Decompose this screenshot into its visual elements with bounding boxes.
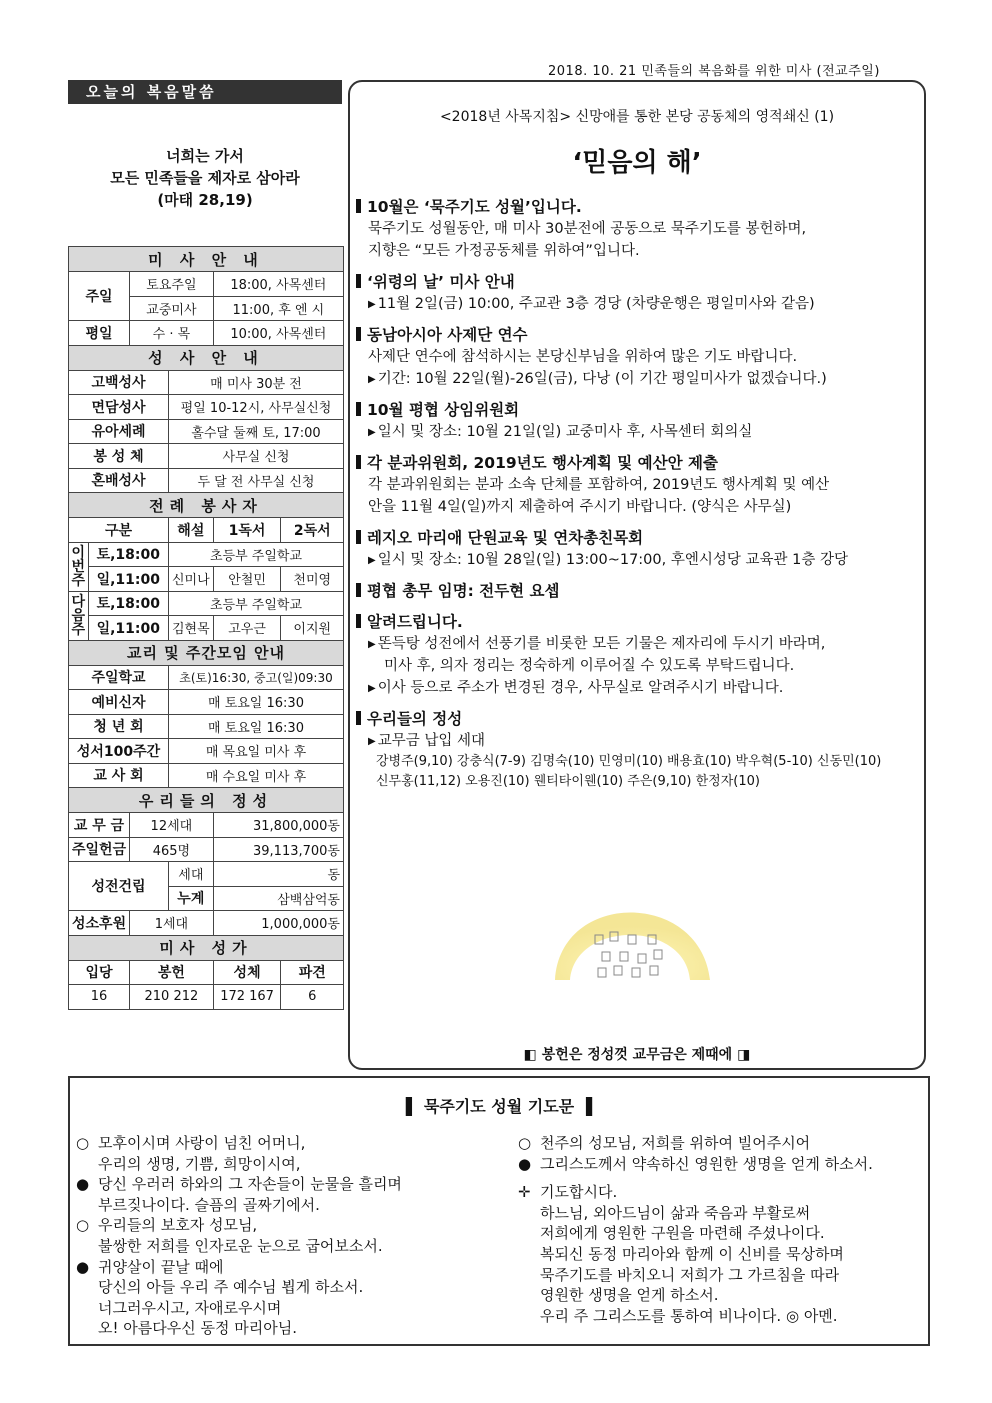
liturgy-commentator: 김현목 bbox=[168, 616, 213, 641]
open-circle-icon: ○ bbox=[76, 1134, 90, 1152]
prayer-line: 너그러우시고, 자애로우시며 bbox=[98, 1298, 282, 1317]
doctrine-value: 매 토요일 16:30 bbox=[168, 714, 343, 739]
doctrine-value: 매 토요일 16:30 bbox=[168, 690, 343, 715]
triangle-bullet-icon: ▶ bbox=[368, 683, 376, 694]
announcements bbox=[356, 196, 926, 792]
building-fund-label: 성전건립 bbox=[69, 862, 169, 911]
mass-day: 교중미사 bbox=[130, 296, 214, 321]
hymn-value: 6 bbox=[281, 985, 344, 1010]
next-week-label: 다음주 bbox=[69, 591, 89, 640]
triangle-bullet-icon: ▶ bbox=[368, 555, 376, 566]
hymn-value: 172 167 bbox=[213, 985, 281, 1010]
sacrament-value: 홀수달 둘째 토, 17:00 bbox=[168, 419, 343, 444]
offering-note: ◧ 봉헌은 정성껏 교무금은 제때에 ◨ bbox=[523, 1047, 751, 1063]
prayer-line: 오! 아름다우신 동정 마리아님. bbox=[98, 1319, 297, 1338]
doctrine-section-title: 교리 및 주간모임 안내 bbox=[69, 640, 344, 665]
section-line: 지향은 “모든 가정공동체를 위하여”입니다. bbox=[368, 243, 640, 259]
sacrament-value: 두 달 전 사무실 신청 bbox=[168, 468, 343, 493]
section-title: 각 분과위원회, 2019년도 행사계획 및 예산안 제출 bbox=[356, 452, 926, 474]
doctrine-name: 청 년 회 bbox=[69, 714, 169, 739]
hymn-header: 성체 bbox=[213, 960, 281, 985]
cross-icon: ✛ bbox=[518, 1183, 531, 1202]
liturgy-reader-1: 안철민 bbox=[213, 567, 281, 592]
offering-section-title: 우리들의 정성 bbox=[69, 788, 344, 813]
section-line: 사제단 연수에 참석하시는 본당신부님을 위하여 많은 기도 바랍니다. bbox=[368, 349, 798, 365]
gospel-reference: (마태 28,19) bbox=[157, 191, 253, 209]
prayer-line: 부르짖나이다. 슬픔의 골짜기에서. bbox=[98, 1195, 320, 1214]
sacrament-name: 면담성사 bbox=[69, 395, 169, 420]
hymn-header: 입당 bbox=[69, 960, 130, 985]
filled-circle-icon: ● bbox=[76, 1175, 90, 1194]
main-title: ‘믿음의 해’ bbox=[572, 148, 702, 178]
doctrine-value: 매 목요일 미사 후 bbox=[168, 739, 343, 764]
section-line: 안을 11월 4일(일)까지 제출하여 주시기 바랍니다. (양식은 사무실) bbox=[368, 499, 792, 515]
liturgy-header: 해설 bbox=[168, 518, 213, 543]
prayer-line: 불쌍한 저희를 인자로운 눈으로 굽어보소서. bbox=[98, 1236, 383, 1255]
section-bullet: ▶ 똔득탕 성전에서 선풍기를 비롯한 모든 기물은 제자리에 두시기 바라며, bbox=[368, 636, 826, 652]
section-title: 레지오 마리애 단원교육 및 연차총친목회 bbox=[356, 527, 926, 549]
gospel-line: 모든 민족들을 제자로 삼아라 bbox=[110, 169, 300, 187]
prayer-title: ▌ 묵주기도 성월 기도문 ▐ bbox=[406, 1097, 592, 1116]
mass-time: 10:00, 사목센터 bbox=[213, 321, 343, 346]
section-bullet: ▶ 일시 및 장소: 10월 28일(일) 13:00~17:00, 후엔시성당 교육관 1층 강당 bbox=[368, 552, 848, 568]
section-line: 묵주기도 성월동안, 매 미사 30분전에 공동으로 묵주기도를 봉헌하며, bbox=[368, 221, 807, 237]
mass-weekday-label: 평일 bbox=[69, 321, 130, 346]
liturgy-slot: 일,11:00 bbox=[88, 616, 168, 641]
prayer-line: ● 당신 우러러 하와의 그 자손들이 눈물을 흘리며 bbox=[76, 1175, 402, 1194]
mass-time: 11:00, 후 엔 시 bbox=[213, 296, 343, 321]
offering-name: 교 무 금 bbox=[69, 813, 130, 838]
gospel-line: 너희는 가서 bbox=[166, 147, 244, 165]
hymn-header: 파견 bbox=[281, 960, 344, 985]
donor-list-line: 강병주(9,10) 강충식(7-9) 김명숙(10) 민영미(10) 배용효(10) 박우혁(5-10) 신동민(10) bbox=[376, 754, 882, 769]
liturgy-slot: 토,18:00 bbox=[88, 591, 168, 616]
offering-amount: 31,800,000동 bbox=[213, 813, 343, 838]
prayer-line: 하느님, 외아드님이 삶과 죽음과 부활로써 bbox=[540, 1203, 811, 1222]
prayer-line: ✛ 기도합시다. bbox=[518, 1183, 618, 1202]
doctrine-name: 성서100주간 bbox=[69, 739, 169, 764]
hymn-section-title: 미사 성가 bbox=[69, 935, 344, 960]
building-amount: 동 bbox=[213, 862, 343, 887]
section-bullet: ▶ 기간: 10월 22일(월)-26일(금), 다낭 (이 기간 평일미사가 없겠습니다.) bbox=[368, 371, 827, 387]
triangle-bullet-icon: ▶ bbox=[368, 639, 376, 650]
support-count: 1세대 bbox=[130, 911, 214, 936]
triangle-bullet-icon: ▶ bbox=[368, 374, 376, 385]
prayer-line: ○ 우리들의 보호자 성모님, bbox=[76, 1216, 258, 1235]
section-title: 우리들의 정성 bbox=[356, 708, 926, 730]
prayer-left-column bbox=[76, 1133, 506, 1339]
hymn-header: 봉헌 bbox=[130, 960, 214, 985]
support-name: 성소후원 bbox=[69, 911, 130, 936]
triangle-bullet-icon: ▶ bbox=[368, 299, 376, 310]
doctrine-name: 주일학교 bbox=[69, 665, 169, 690]
section-bullet: ▶ 교무금 납입 세대 bbox=[368, 733, 485, 749]
section-bullet: ▶ 이사 등으로 주소가 변경된 경우, 사무실로 알려주시기 바랍니다. bbox=[368, 680, 784, 696]
filled-circle-icon: ● bbox=[518, 1154, 532, 1173]
header-date-line: 2018. 10. 21 민족들의 복음화를 위한 미사 (전교주일) bbox=[548, 64, 880, 79]
building-count: 세대 bbox=[168, 862, 213, 887]
section-title: 평협 총무 임명: 전두현 요셉 bbox=[356, 580, 926, 602]
section-line: 각 분과위원회는 분과 소속 단체를 포함하여, 2019년도 행사계획 및 예산 bbox=[368, 477, 830, 493]
prayer-line: 우리 주 그리스도를 통하여 비나이다. ◎ 아멘. bbox=[540, 1306, 838, 1325]
mass-section-title: 미 사 안 내 bbox=[69, 247, 344, 272]
prayer-right-column bbox=[518, 1133, 924, 1326]
offering-amount: 39,113,700동 bbox=[213, 837, 343, 862]
section-title: 10월은 ‘묵주기도 성월’입니다. bbox=[356, 196, 926, 218]
pastoral-subhead: <2018년 사목지침> 신망애를 통한 본당 공동체의 영적쇄신 (1) bbox=[439, 109, 835, 125]
sacrament-name: 혼배성사 bbox=[69, 468, 169, 493]
liturgy-group: 초등부 주일학교 bbox=[168, 591, 343, 616]
section-title: ‘위령의 날’ 미사 안내 bbox=[356, 271, 926, 293]
sacrament-value: 매 미사 30분 전 bbox=[168, 370, 343, 395]
support-amount: 1,000,000동 bbox=[213, 911, 343, 936]
liturgy-reader-2: 이지원 bbox=[281, 616, 344, 641]
mass-day: 토요주일 bbox=[130, 272, 214, 297]
hymn-value: 210 212 bbox=[130, 985, 214, 1010]
liturgy-header: 구분 bbox=[69, 518, 169, 543]
prayer-line: ● 귀양살이 끝날 때에 bbox=[76, 1257, 224, 1276]
sacrament-name: 유아세례 bbox=[69, 419, 169, 444]
sacrament-value: 평일 10-12시, 사무실신청 bbox=[168, 395, 343, 420]
liturgy-group: 초등부 주일학교 bbox=[168, 542, 343, 567]
section-title: 동남아시아 사제단 연수 bbox=[356, 324, 926, 346]
liturgy-commentator: 신미나 bbox=[168, 567, 213, 592]
sacrament-name: 봉 성 체 bbox=[69, 444, 169, 469]
doctrine-name: 예비신자 bbox=[69, 690, 169, 715]
building-count: 누계 bbox=[168, 886, 213, 911]
offering-count: 12세대 bbox=[130, 813, 214, 838]
liturgy-reader-2: 천미영 bbox=[281, 567, 344, 592]
prayer-line: ○ 천주의 성모님, 저희를 위하여 빌어주시어 bbox=[518, 1134, 811, 1152]
building-amount: 삼백삼억동 bbox=[213, 886, 343, 911]
mass-sunday-label: 주일 bbox=[69, 272, 130, 321]
prayer-line: 묵주기도를 바치오니 저희가 그 가르침을 따라 bbox=[540, 1265, 840, 1284]
doctrine-value: 초(토)16:30, 중고(일)09:30 bbox=[168, 665, 343, 690]
filled-circle-icon: ● bbox=[76, 1257, 90, 1276]
liturgy-slot: 일,11:00 bbox=[88, 567, 168, 592]
donor-list-line: 신무홍(11,12) 오용진(10) 웬티타이웬(10) 주은(9,10) 한정자(10) bbox=[376, 774, 760, 789]
sacrament-section-title: 성 사 안 내 bbox=[69, 345, 344, 370]
prayer-line: 복되신 동정 마리아와 함께 이 신비를 묵상하며 bbox=[540, 1244, 844, 1263]
offering-count: 465명 bbox=[130, 837, 214, 862]
gospel-tag: 오늘의 복음말씀 bbox=[68, 80, 342, 104]
doctrine-name: 교 사 회 bbox=[69, 763, 169, 788]
prayer-line: 우리의 생명, 기쁨, 희망이시여, bbox=[98, 1154, 301, 1173]
liturgy-reader-1: 고우근 bbox=[213, 616, 281, 641]
section-bullet: ▶ 11월 2일(금) 10:00, 주교관 3층 경당 (차량운행은 평일미사와 같음) bbox=[368, 296, 815, 312]
gospel-verse bbox=[68, 145, 342, 211]
sacrament-name: 고백성사 bbox=[69, 370, 169, 395]
hymn-value: 16 bbox=[69, 985, 130, 1010]
liturgy-header: 1독서 bbox=[213, 518, 281, 543]
open-circle-icon: ○ bbox=[76, 1216, 90, 1235]
this-week-label: 이번주 bbox=[69, 542, 89, 591]
triangle-bullet-icon: ▶ bbox=[368, 736, 376, 747]
info-table bbox=[68, 246, 344, 1010]
offering-name: 주일헌금 bbox=[69, 837, 130, 862]
liturgy-section-title: 전례 봉사자 bbox=[69, 493, 344, 518]
open-circle-icon: ○ bbox=[518, 1134, 532, 1152]
mass-time: 18:00, 사목센터 bbox=[213, 272, 343, 297]
liturgy-slot: 토,18:00 bbox=[88, 542, 168, 567]
section-line: 미사 후, 의자 정리는 정숙하게 이루어질 수 있도록 부탁드립니다. bbox=[384, 658, 795, 674]
prayer-line: 저희에게 영원한 구원을 마련해 주셨나이다. bbox=[540, 1224, 825, 1243]
doctrine-value: 매 수요일 미사 후 bbox=[168, 763, 343, 788]
section-title: 알려드립니다. bbox=[356, 611, 926, 633]
section-title: 10월 평협 상임위원회 bbox=[356, 399, 926, 421]
candle-arc-illustration bbox=[540, 880, 720, 990]
section-bullet: ▶ 일시 및 장소: 10월 21일(일) 교중미사 후, 사목센터 회의실 bbox=[368, 424, 753, 440]
prayer-line: 영원한 생명을 얻게 하소서. bbox=[540, 1286, 719, 1305]
sacrament-value: 사무실 신청 bbox=[168, 444, 343, 469]
mass-day: 수 · 목 bbox=[130, 321, 214, 346]
prayer-line: 당신의 아들 우리 주 예수님 뵙게 하소서. bbox=[98, 1278, 364, 1297]
prayer-line: ○ 모후이시며 사랑이 넘친 어머니, bbox=[76, 1134, 306, 1152]
prayer-line: ● 그리스도께서 약속하신 영원한 생명을 얻게 하소서. bbox=[518, 1154, 873, 1173]
triangle-bullet-icon: ▶ bbox=[368, 427, 376, 438]
liturgy-header: 2독서 bbox=[281, 518, 344, 543]
